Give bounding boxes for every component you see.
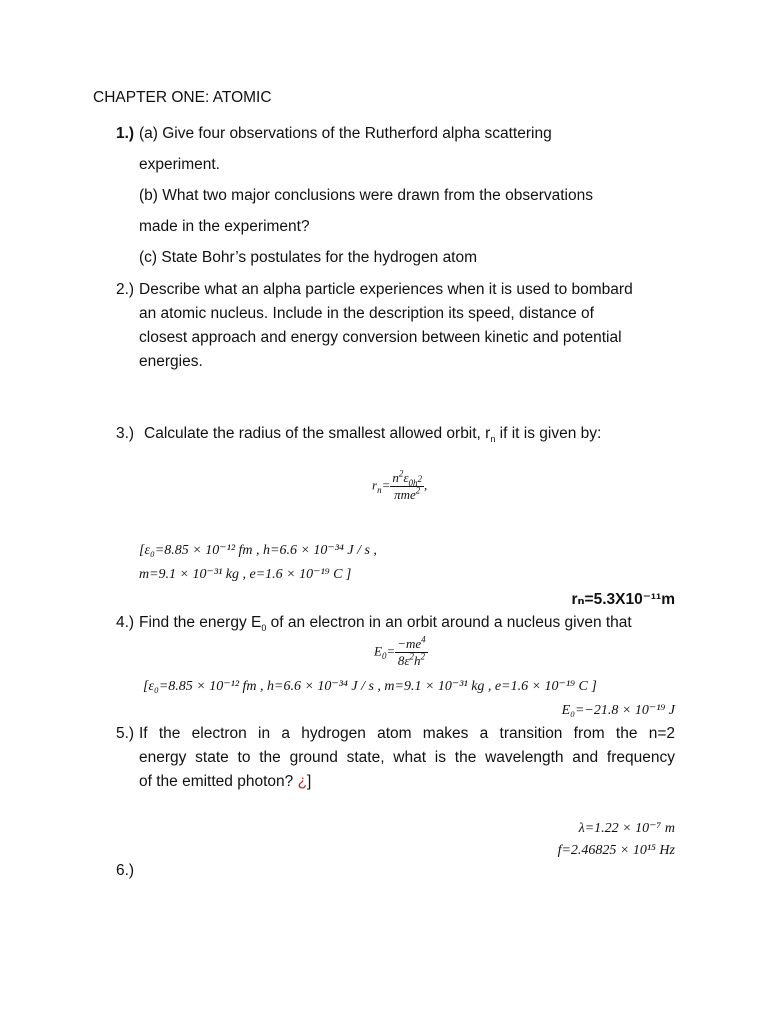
q5-line2: energy state to the ground state, what is the wavelength and frequency bbox=[139, 749, 675, 766]
q1-c: (c) State Bohr’s postulates for the hydrogen atom bbox=[139, 249, 478, 266]
q5-answer-frequency: f=2.46825 × 10¹⁵ Hz bbox=[557, 843, 675, 858]
q5-answer-wavelength: λ=1.22 × 10⁻⁷ m bbox=[578, 821, 675, 836]
q2-line4: energies. bbox=[139, 353, 203, 370]
q3-constants-line2: m=9.1 × 10⁻³¹ kg , e=1.6 × 10⁻¹⁹ C ] bbox=[139, 567, 352, 582]
q1-number: 1.) bbox=[116, 125, 135, 142]
q3-radius-formula: $r_n=$ $\frac{n^2\varepsilon_{0h^2}}{\pi me^2}$ , bbox=[372, 468, 428, 502]
q4-number: 4.) bbox=[116, 614, 135, 631]
q2-line2: an atomic nucleus. Include in the description its speed, distance of bbox=[139, 305, 594, 322]
q5-broken-char: ¿ bbox=[297, 773, 308, 790]
q2-line1: Describe what an alpha particle experiences when it is used to bombard bbox=[139, 281, 633, 298]
q1-b-line1: (b) What two major conclusions were drawn from the observations bbox=[139, 187, 593, 204]
q3-text: Calculate the radius of the smallest allowed orbit, $r_n$ if it is given by: bbox=[144, 425, 602, 445]
q4-constants: [ε₀=8.85 × 10⁻¹² fm , h=6.6 × 10⁻³⁴ J / s , m=9.1 × 10⁻³¹ kg , e=1.6 × 10⁻¹⁹ C ] bbox=[143, 679, 597, 694]
q4-answer: E₀=−21.8 × 10⁻¹⁹ J bbox=[561, 703, 675, 718]
q3-answer: rₙ=5.3X10⁻¹¹m bbox=[571, 591, 675, 608]
q5-number: 5.) bbox=[116, 725, 135, 742]
chapter-title: CHAPTER ONE: ATOMIC bbox=[93, 89, 272, 106]
q2-line3: closest approach and energy conversion between kinetic and potential bbox=[139, 329, 622, 346]
q3-constants-line1: [ε₀=8.85 × 10⁻¹² fm , h=6.6 × 10⁻³⁴ J / s , bbox=[139, 543, 377, 558]
q3-number: 3.) bbox=[116, 425, 135, 442]
q4-energy-formula: $E_0=$ $\frac{-me^4}{8\varepsilon^2h^2}$ bbox=[374, 634, 426, 668]
q4-text: Find the energy $E_0$ of an electron in an orbit around a nucleus given that bbox=[139, 614, 632, 634]
q6-number: 6.) bbox=[116, 862, 135, 879]
q5-line1: If the electron in a hydrogen atom makes a transition from the n=2 bbox=[139, 725, 675, 742]
q2-number: 2.) bbox=[116, 281, 135, 298]
q1-b-line2: made in the experiment? bbox=[139, 218, 310, 235]
q1-a-line2: experiment. bbox=[139, 156, 220, 173]
q5-line3: of the emitted photon? ¿] bbox=[139, 773, 312, 790]
q1-a-line1: (a) Give four observations of the Rutherford alpha scattering bbox=[139, 125, 552, 142]
